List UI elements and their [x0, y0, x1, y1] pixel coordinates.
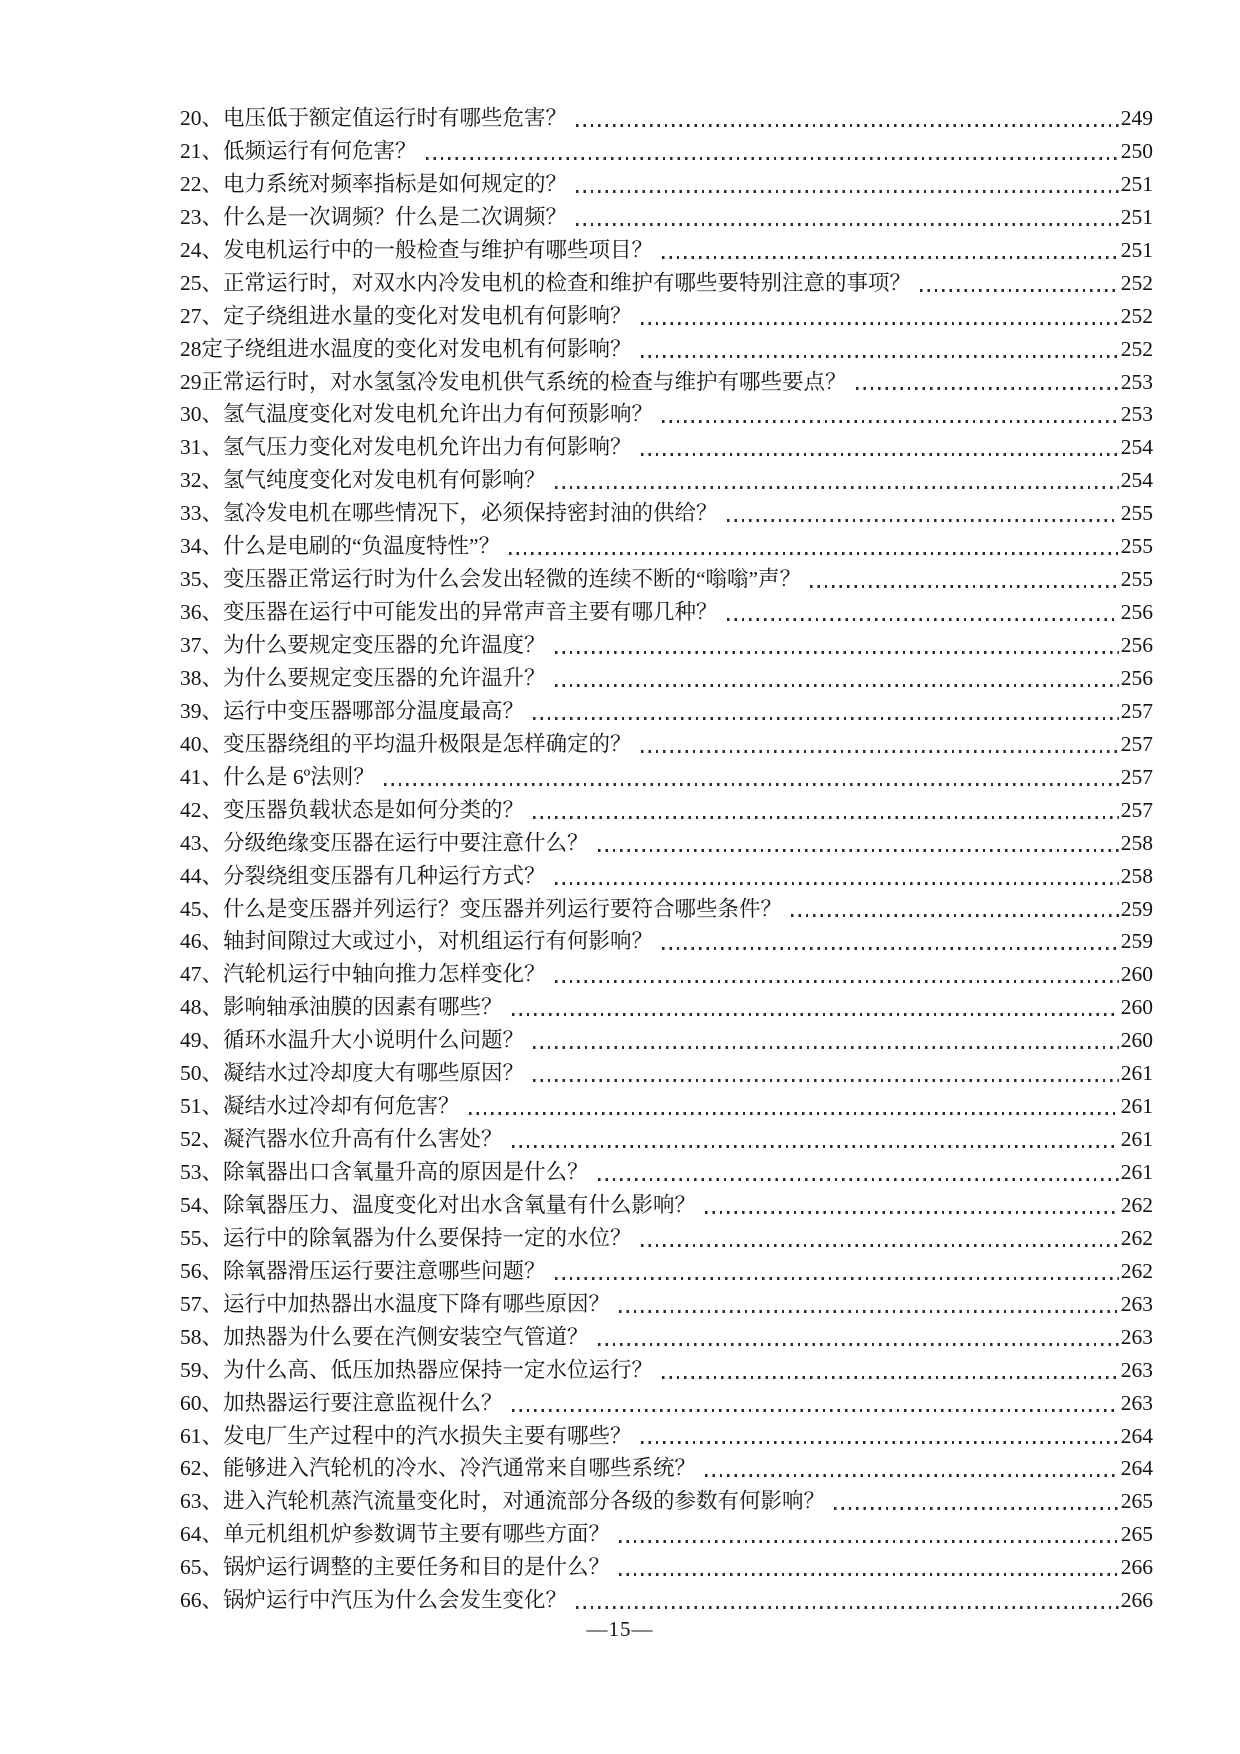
toc-entry-number: 56、 [180, 1258, 224, 1283]
dot-leader [598, 1178, 1119, 1181]
toc-entry-number: 45、 [180, 896, 224, 921]
toc-entry-title: 定子绕组进水温度的变化对发电机有何影响？ [201, 336, 632, 361]
toc-entry-page: 255 [1120, 534, 1153, 559]
toc-entry [180, 990, 1153, 1023]
toc-entry [180, 1320, 1153, 1353]
toc-entry-title: 低频运行有何危害？ [223, 138, 417, 163]
toc-entry-number: 41、 [180, 764, 224, 789]
toc-entry-page: 251 [1120, 237, 1153, 262]
toc-entry-title: 氢冷发电机在哪些情况下，必须保持密封油的供给？ [223, 501, 718, 526]
toc-entry-page: 263 [1120, 1357, 1153, 1382]
toc-entry-title: 汽轮机运行中轴向推力怎样变化？ [223, 962, 546, 987]
toc-entry-title: 氢气压力变化对发电机允许出力有何影响？ [223, 435, 632, 460]
toc-entry-title: 为什么要规定变压器的允许温度？ [223, 633, 546, 657]
toc-entry [180, 167, 1153, 200]
toc-entry [180, 1221, 1153, 1254]
toc-entry-page: 253 [1120, 402, 1153, 427]
toc-entry-title: 除氧器出口含氧量升高的原因是什么？ [223, 1160, 589, 1184]
dot-leader [619, 1573, 1119, 1576]
toc-entry-page: 258 [1120, 830, 1153, 855]
toc-entry-page: 258 [1120, 863, 1153, 888]
toc-entry-number: 32、 [180, 468, 224, 493]
toc-entry-page: 261 [1120, 1127, 1153, 1152]
dot-leader [509, 552, 1119, 555]
toc-entry [180, 430, 1153, 463]
toc-entry [180, 101, 1153, 134]
toc-entry [180, 1023, 1153, 1056]
toc-entry [180, 1287, 1153, 1320]
toc-entry-number: 39、 [180, 698, 224, 723]
toc-entry-title: 锅炉运行中汽压为什么会发生变化？ [223, 1588, 568, 1613]
toc-entry-title: 发电机运行中的一般检查与维护有哪些项目？ [223, 237, 654, 262]
toc-entry-number: 29 [180, 369, 202, 394]
toc-entry-number: 47、 [180, 962, 224, 987]
toc-entry [180, 332, 1153, 365]
toc-entry-page: 263 [1120, 1390, 1153, 1415]
toc-entry-page: 252 [1120, 270, 1153, 295]
toc-entry [180, 233, 1153, 266]
toc-entry-title: 凝结水过冷却有何危害？ [223, 1094, 460, 1119]
toc-entry-page: 259 [1120, 896, 1153, 921]
toc-entry-number: 60、 [180, 1390, 224, 1415]
toc-entry-title: 为什么高、低压加热器应保持一定水位运行？ [223, 1357, 654, 1382]
toc-entry-number: 57、 [180, 1291, 224, 1316]
toc-entry-title: 变压器正常运行时为什么会发出轻微的连续不断的“嗡嗡”声？ [223, 567, 802, 592]
toc-entry-page: 265 [1120, 1489, 1153, 1514]
toc-entry-number: 49、 [180, 1028, 224, 1053]
toc-entry [180, 628, 1153, 661]
toc-entry-title: 变压器负载状态是如何分类的？ [223, 797, 525, 822]
toc-entry [180, 463, 1153, 496]
toc-entry-title: 电力系统对频率指标是如何规定的？ [223, 171, 568, 196]
toc-entry-title: 影响轴承油膜的因素有哪些？ [223, 995, 503, 1020]
toc-entry-title: 运行中加热器出水温度下降有哪些原因？ [223, 1291, 611, 1316]
toc-entry [180, 1056, 1153, 1089]
dot-leader [705, 1211, 1119, 1214]
toc-entry-title: 除氧器滑压运行要注意哪些问题？ [223, 1258, 546, 1283]
toc-entry-number: 36、 [180, 600, 224, 625]
toc-entry-number: 31、 [180, 435, 224, 460]
toc-entry [180, 562, 1153, 595]
toc-entry-number: 40、 [180, 731, 224, 756]
toc-entry [180, 793, 1153, 826]
toc-entry-title: 氢气温度变化对发电机允许出力有何预影响？ [223, 402, 654, 427]
toc-entry-number: 48、 [180, 995, 224, 1020]
toc-entry-number: 63、 [180, 1489, 224, 1514]
toc-entry-title: 加热器运行要注意监视什么？ [223, 1390, 503, 1415]
dot-leader [641, 1244, 1119, 1247]
dot-leader [856, 387, 1119, 390]
toc-entry [180, 1155, 1153, 1188]
toc-entry-page: 256 [1120, 600, 1153, 625]
toc-entry [180, 1353, 1153, 1386]
toc-entry [180, 1089, 1153, 1122]
dot-leader [555, 486, 1119, 489]
toc-entry-number: 28 [180, 336, 202, 361]
toc-entry-page: 262 [1120, 1225, 1153, 1250]
toc-entry-page: 257 [1120, 764, 1153, 789]
toc-entry-page: 259 [1120, 929, 1153, 954]
dot-leader [576, 1606, 1119, 1609]
dot-leader [641, 1441, 1119, 1444]
toc-entry-page: 252 [1120, 303, 1153, 328]
toc-entry-number: 43、 [180, 830, 224, 855]
toc-entry-page: 261 [1120, 1094, 1153, 1119]
toc-entry-title: 变压器在运行中可能发出的异常声音主要有哪几种？ [223, 600, 718, 625]
dot-leader [598, 1343, 1119, 1346]
toc-entry-page: 255 [1120, 501, 1153, 526]
dot-leader [576, 190, 1119, 193]
toc-entry [180, 859, 1153, 892]
toc-entry-title: 什么是 6º法则？ [223, 764, 375, 789]
toc-entry-number: 33、 [180, 501, 224, 526]
toc-entry-number: 44、 [180, 863, 224, 888]
toc-entry-title: 循环水温升大小说明什么问题？ [223, 1028, 525, 1053]
dot-leader [533, 1079, 1119, 1082]
toc-entry-number: 23、 [180, 204, 224, 229]
toc-entry-title: 能够进入汽轮机的冷水、冷汽通常来自哪些系统？ [223, 1456, 697, 1481]
toc-entry-number: 66、 [180, 1588, 224, 1613]
toc-entry-title: 除氧器压力、温度变化对出水含氧量有什么影响？ [223, 1192, 697, 1217]
toc-entry-number: 54、 [180, 1192, 224, 1217]
toc-entry [180, 200, 1153, 233]
toc-entry [180, 957, 1153, 990]
dot-leader [662, 420, 1119, 423]
toc-entry-title: 变压器绕组的平均温升极限是怎样确定的？ [223, 731, 632, 756]
toc-entry-title: 凝结水过冷却度大有哪些原因？ [223, 1061, 525, 1086]
toc-entry [180, 1484, 1153, 1517]
dot-leader [727, 618, 1119, 621]
toc-entry-number: 21、 [180, 138, 224, 163]
toc-entry-number: 53、 [180, 1160, 224, 1184]
dot-leader [619, 1310, 1119, 1313]
toc-entry-title: 单元机组机炉参数调节主要有哪些方面？ [223, 1522, 611, 1547]
toc-entry-title: 凝汽器水位升高有什么害处？ [223, 1127, 503, 1152]
dot-leader [662, 1376, 1119, 1379]
toc-entry-title: 发电厂生产过程中的汽水损失主要有哪些？ [223, 1423, 632, 1448]
toc-entry-number: 38、 [180, 665, 224, 690]
toc-entry [180, 727, 1153, 760]
dot-leader [555, 980, 1119, 983]
dot-leader [641, 453, 1119, 456]
page-number-footer: —15— [586, 1617, 654, 1641]
toc-entry [180, 1188, 1153, 1221]
toc-entry-page: 266 [1120, 1555, 1153, 1580]
toc-entry-number: 51、 [180, 1094, 224, 1119]
dot-leader [576, 124, 1119, 127]
toc-list [180, 101, 1153, 1616]
toc-entry [180, 1550, 1153, 1583]
toc-entry-title: 进入汽轮机蒸汽流量变化时，对通流部分各级的参数有何影响？ [223, 1489, 826, 1514]
toc-entry-title: 什么是一次调频？什么是二次调频？ [223, 204, 568, 229]
dot-leader [469, 1112, 1119, 1115]
dot-leader [641, 750, 1119, 753]
toc-entry-page: 251 [1120, 171, 1153, 196]
toc-entry [180, 496, 1153, 529]
toc-entry-page: 264 [1120, 1456, 1153, 1481]
dot-leader [598, 849, 1119, 852]
toc-entry-page: 256 [1120, 665, 1153, 690]
toc-entry-number: 59、 [180, 1357, 224, 1382]
toc-entry-number: 58、 [180, 1324, 224, 1349]
dot-leader [533, 717, 1119, 720]
dot-leader [791, 914, 1119, 917]
dot-leader [834, 1507, 1119, 1510]
dot-leader [384, 783, 1119, 786]
toc-entry-number: 20、 [180, 106, 224, 130]
toc-entry-page: 263 [1120, 1324, 1153, 1349]
toc-entry [180, 529, 1153, 562]
toc-entry-page: 250 [1120, 138, 1153, 163]
toc-entry [180, 924, 1153, 957]
toc-entry-page: 254 [1120, 435, 1153, 460]
toc-entry [180, 760, 1153, 793]
toc-entry-number: 46、 [180, 929, 224, 954]
dot-leader [512, 1013, 1119, 1016]
toc-entry-title: 氢气纯度变化对发电机有何影响？ [223, 468, 546, 493]
toc-entry-title: 分级绝缘变压器在运行中要注意什么？ [223, 830, 589, 855]
toc-entry-number: 62、 [180, 1456, 224, 1481]
toc-entry-number: 37、 [180, 633, 224, 657]
toc-entry [180, 1386, 1153, 1419]
toc-entry [180, 1254, 1153, 1287]
dot-leader [662, 256, 1119, 259]
toc-entry-title: 定子绕组进水量的变化对发电机有何影响？ [223, 303, 632, 328]
dot-leader [555, 882, 1119, 885]
toc-entry-page: 262 [1120, 1258, 1153, 1283]
dot-leader [641, 355, 1119, 358]
toc-entry-title: 为什么要规定变压器的允许温升？ [223, 665, 546, 690]
toc-entry-page: 252 [1120, 336, 1153, 361]
dot-leader [555, 651, 1119, 654]
toc-entry-page: 260 [1120, 962, 1153, 987]
toc-entry-number: 64、 [180, 1522, 224, 1547]
toc-entry [180, 299, 1153, 332]
toc-entry [180, 826, 1153, 859]
toc-entry-number: 24、 [180, 237, 224, 262]
toc-entry [180, 397, 1153, 430]
toc-entry-page: 254 [1120, 468, 1153, 493]
dot-leader [810, 585, 1119, 588]
toc-entry-page: 264 [1120, 1423, 1153, 1448]
dot-leader [920, 289, 1119, 292]
toc-entry-number: 61、 [180, 1423, 224, 1448]
toc-entry-page: 257 [1120, 731, 1153, 756]
toc-entry-title: 加热器为什么要在汽侧安装空气管道？ [223, 1324, 589, 1349]
toc-entry-title: 运行中的除氧器为什么要保持一定的水位？ [223, 1225, 632, 1250]
toc-entry-number: 25、 [180, 270, 224, 295]
toc-entry-number: 65、 [180, 1555, 224, 1580]
toc-entry-number: 35、 [180, 567, 224, 592]
toc-entry [180, 661, 1153, 694]
toc-entry-title: 电压低于额定值运行时有哪些危害？ [223, 106, 568, 130]
toc-entry-number: 22、 [180, 171, 224, 196]
toc-entry [180, 134, 1153, 167]
dot-leader [426, 157, 1119, 160]
toc-entry-page: 265 [1120, 1522, 1153, 1547]
toc-entry-page: 255 [1120, 567, 1153, 592]
dot-leader [512, 1145, 1119, 1148]
toc-entry-page: 260 [1120, 1028, 1153, 1053]
toc-entry [180, 1451, 1153, 1484]
toc-entry-page: 261 [1120, 1061, 1153, 1086]
dot-leader [533, 1046, 1119, 1049]
toc-entry-page: 261 [1120, 1160, 1153, 1184]
toc-entry [180, 1583, 1153, 1616]
toc-entry-page: 251 [1120, 204, 1153, 229]
dot-leader [705, 1474, 1119, 1477]
toc-entry [180, 595, 1153, 628]
toc-entry-number: 30、 [180, 402, 224, 427]
toc-entry [180, 694, 1153, 727]
dot-leader [533, 816, 1119, 819]
toc-entry-page: 260 [1120, 995, 1153, 1020]
dot-leader [662, 947, 1119, 950]
dot-leader [555, 1277, 1119, 1280]
toc-entry-title: 什么是电刷的“负温度特性”？ [223, 534, 501, 559]
toc-entry-title: 什么是变压器并列运行？变压器并列运行要符合哪些条件？ [223, 896, 783, 921]
toc-entry-title: 轴封间隙过大或过小，对机组运行有何影响？ [223, 929, 654, 954]
toc-entry-number: 50、 [180, 1061, 224, 1086]
dot-leader [641, 322, 1119, 325]
toc-entry-title: 正常运行时，对水氢氢冷发电机供气系统的检查与维护有哪些要点？ [201, 369, 847, 394]
toc-entry-page: 253 [1120, 369, 1153, 394]
toc-entry-number: 42、 [180, 797, 224, 822]
toc-entry-number: 52、 [180, 1127, 224, 1152]
toc-entry-title: 运行中变压器哪部分温度最高？ [223, 698, 525, 723]
toc-entry [180, 1419, 1153, 1452]
toc-entry-title: 正常运行时，对双水内冷发电机的检查和维护有哪些要特别注意的事项？ [223, 270, 912, 295]
dot-leader [619, 1540, 1119, 1543]
toc-entry-page: 249 [1120, 106, 1153, 130]
toc-entry-page: 262 [1120, 1192, 1153, 1217]
toc-entry-page: 266 [1120, 1588, 1153, 1613]
toc-entry [180, 1122, 1153, 1155]
toc-entry-number: 34、 [180, 534, 224, 559]
toc-entry [180, 1517, 1153, 1550]
toc-entry [180, 365, 1153, 398]
toc-entry [180, 892, 1153, 925]
toc-entry-page: 263 [1120, 1291, 1153, 1316]
toc-entry-number: 55、 [180, 1225, 224, 1250]
dot-leader [576, 223, 1119, 226]
toc-entry-number: 27、 [180, 303, 224, 328]
dot-leader [555, 684, 1119, 687]
toc-entry-title: 分裂绕组变压器有几种运行方式？ [223, 863, 546, 888]
dot-leader [727, 519, 1119, 522]
toc-entry-page: 257 [1120, 797, 1153, 822]
dot-leader [512, 1409, 1119, 1412]
toc-entry-page: 256 [1120, 633, 1153, 657]
toc-entry-page: 257 [1120, 698, 1153, 723]
toc-entry [180, 266, 1153, 299]
toc-entry-title: 锅炉运行调整的主要任务和目的是什么？ [223, 1555, 611, 1580]
